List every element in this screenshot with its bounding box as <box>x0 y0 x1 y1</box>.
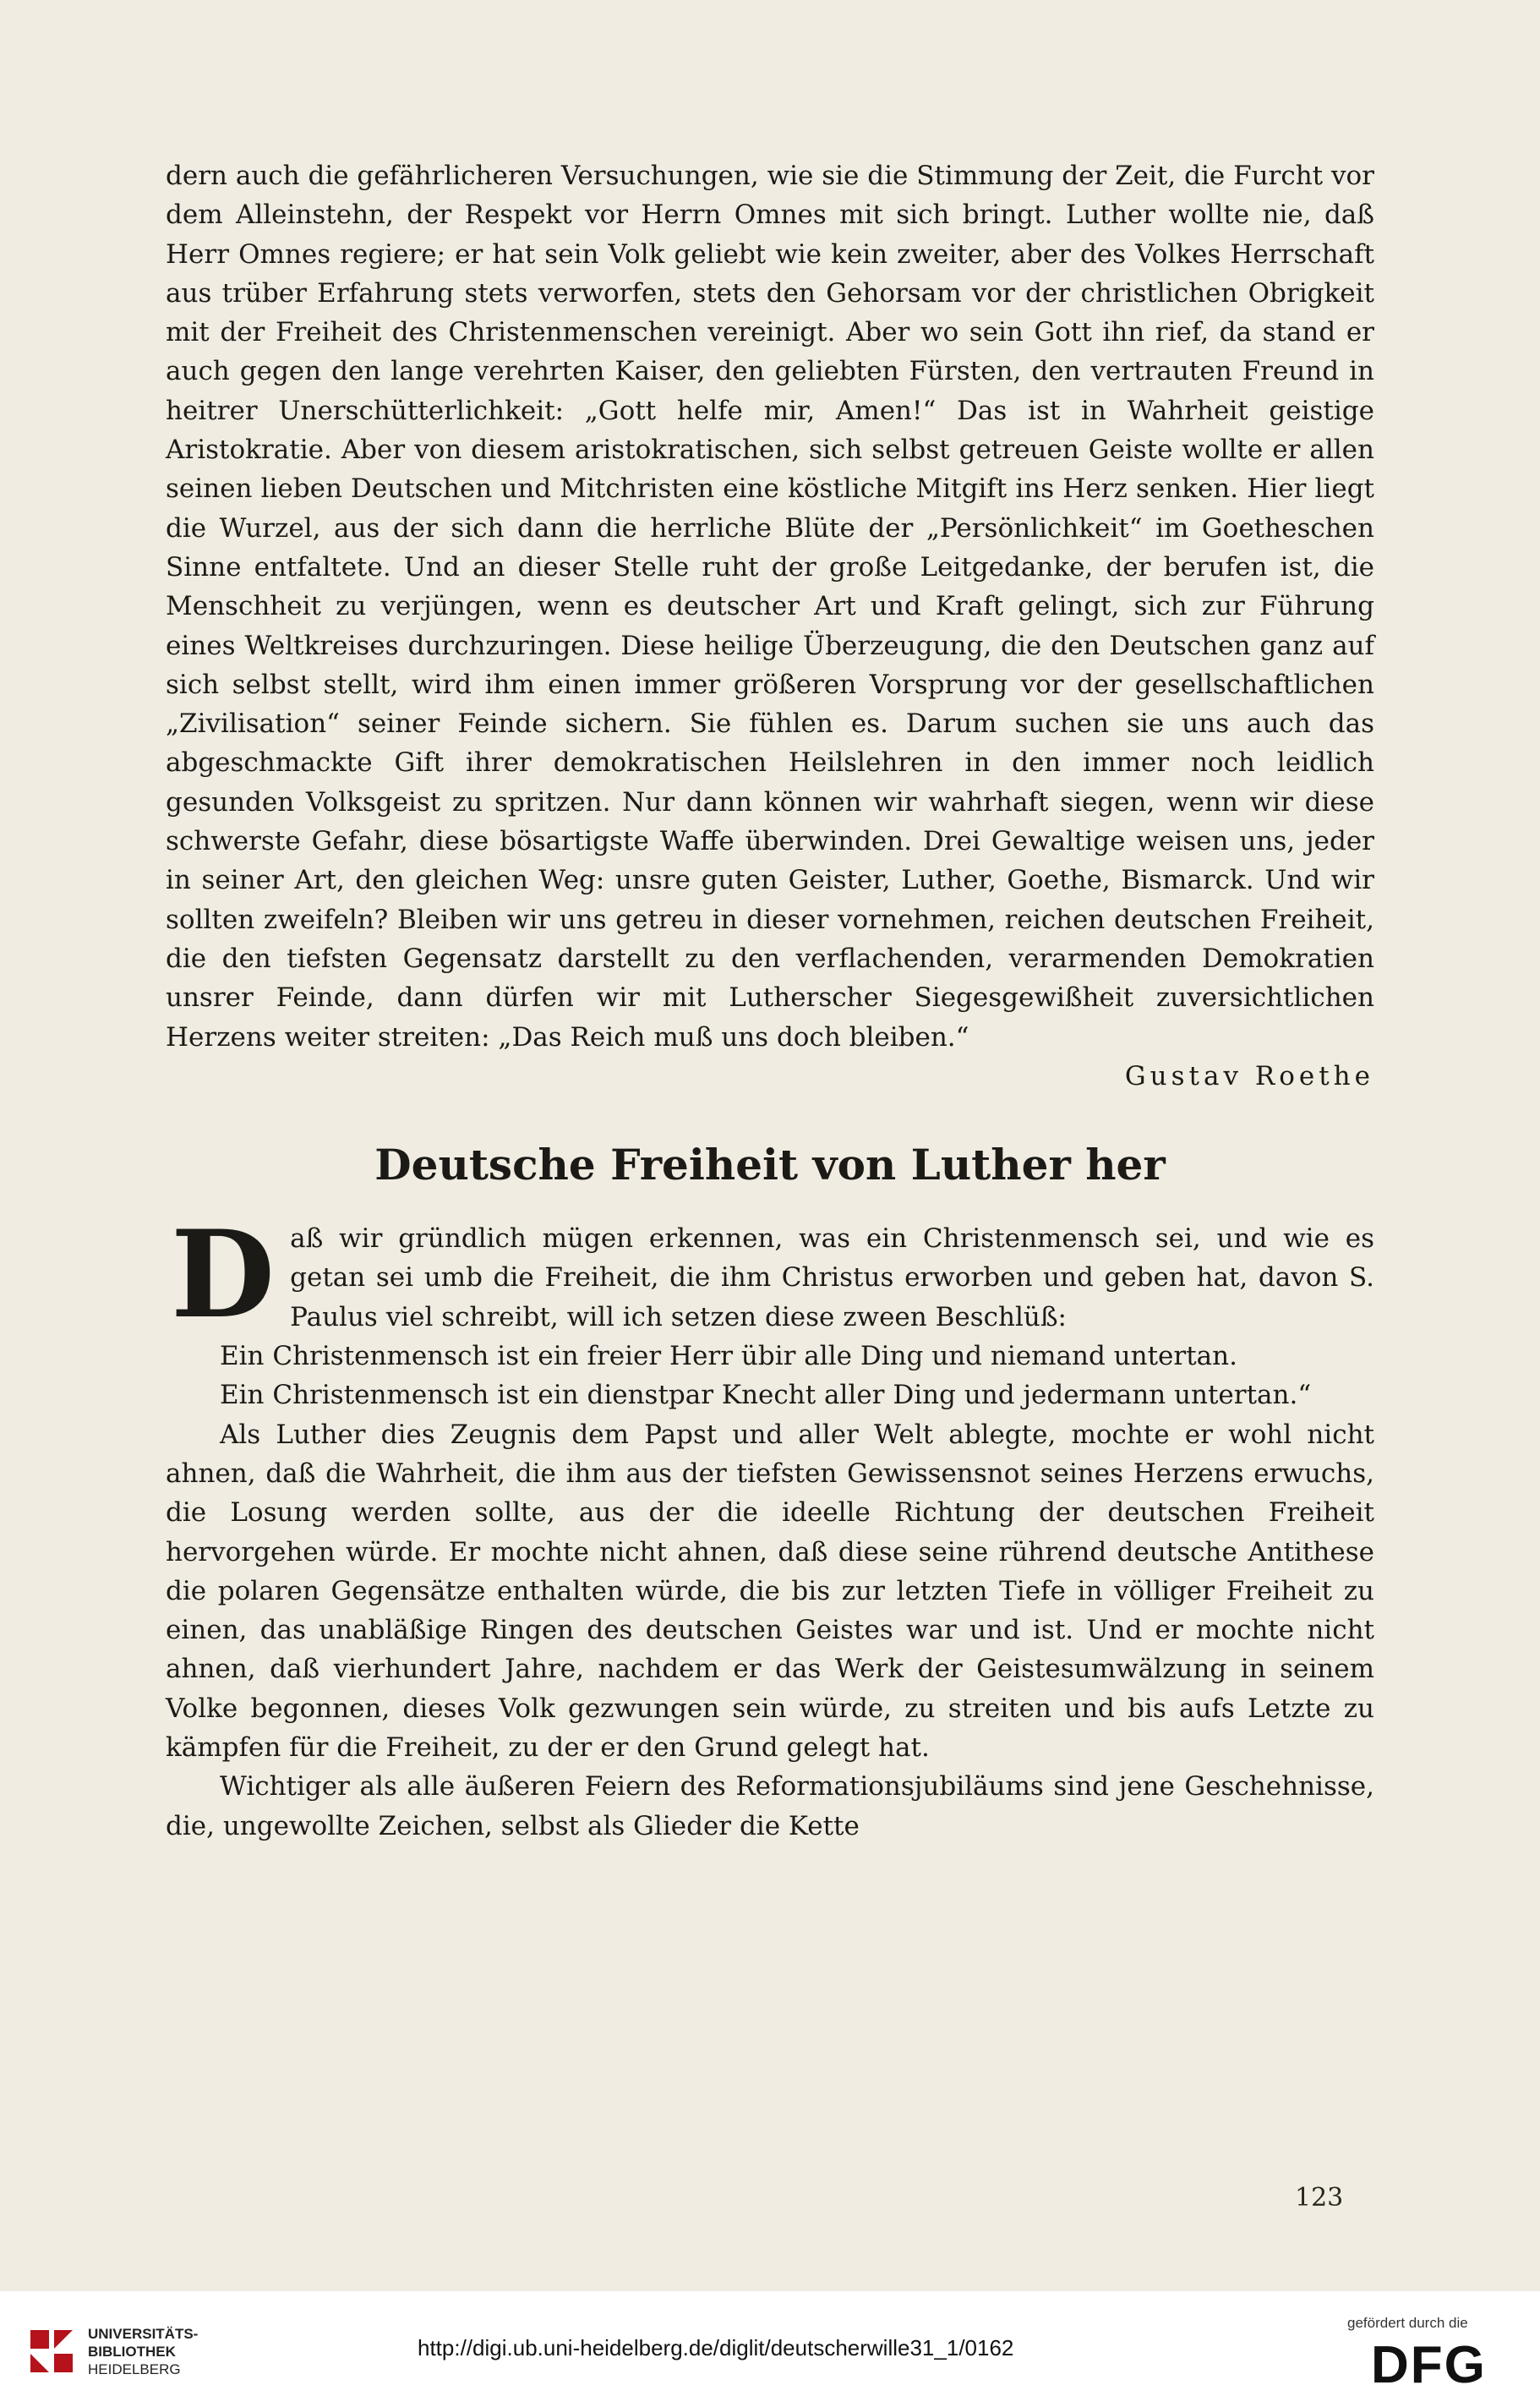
viewer-footer <box>0 2291 1540 2407</box>
author-signature: Gustav Roethe <box>1124 1060 1374 1091</box>
opening-text: aß wir gründlich mügen erkennen, was ein Christenmensch sei, und wie es getan sei umb die Freiheit, die ihm Christus erworben und geben hat, davon S. Paulus viel schreibt, will ich setzen diese zween Beschlüß: <box>290 1223 1374 1332</box>
body-paragraph: Wichtiger als alle äußeren Feiern des Reformationsjubiläums sind jene Geschehnisse, die, ungewollte Zeichen, selbst als Glieder die Kette <box>166 1771 1374 1841</box>
permalink-url[interactable]: http://digi.ub.uni-heidelberg.de/diglit/deutscherwille31_1/0162 <box>418 2335 1014 2361</box>
page-number: 123 <box>1295 2183 1344 2213</box>
library-name-line: BIBLIOTHEK <box>88 2344 176 2360</box>
body-paragraph <box>166 1205 1374 1346</box>
quote-line: Ein Christenmensch ist ein freier Herr übir alle Ding und niemand untertan. <box>220 1341 1237 1372</box>
library-name <box>88 2325 198 2378</box>
library-name-line: UNIVERSITÄTS- <box>88 2326 199 2342</box>
body-paragraph: dern auch die gefährlicheren Versuchungen, wie sie die Stimmung der Zeit, die Furcht vor dem Alleinstehn, der Respekt vor Herrn Omnes mit sich bringt. Luther wollte nie, daß Herr Omnes regiere; er hat sein Volk geliebt wie kein zweiter, aber des Volkes Herrschaft aus trüber Erfahrung stets verworfen, stets den Gehorsam vor der christlichen Obrigkeit mit der Freiheit des Christenmenschen vereinigt. Aber wo sein Gott ihn rief, da stand er auch gegen den lange verehrten Kaiser, den geliebten Fürsten, den vertrauten Freund in heitrer Unerschütterlichkeit: „Gott helfe mir, Amen!“ Das ist in Wahrheit geistige Aristokratie. Aber von diesem aristokratischen, sich selbst getreuen Geiste wollte er allen seinen lieben Deutschen und Mitchristen eine köstliche Mitgift ins Herz senken. Hier liegt die Wurzel, aus der sich dann die herrliche Blüte der „Persönlichkeit“ im Goetheschen Sinne entfaltete. Und an dieser Stelle ruht der große Leitgedanke, der berufen ist, die Menschheit zu verjüngen, wenn es deutscher Art und Kraft gelingt, sich zur Führung eines Weltkreises durchzuringen. Diese heilige Überzeugung, die den Deutschen ganz auf sich selbst stellt, wird ihm einen immer größeren Vorsprung vor der gesellschaftlichen „Zivilisation“ seiner Feinde sichern. Sie fühlen es. Darum suchen sie uns auch das abgeschmackte Gift ihrer demokratischen Heilslehren in den immer noch leidlich gesunden Volksgeist zu spritzen. Nur dann können wir wahrhaft siegen, wenn wir diese schwerste Gefahr, diese bösartigste Waffe überwinden. Drei Gewaltige weisen uns, jeder in seiner Art, den gleichen Weg: unsre guten Geister, Luther, Goethe, Bismarck. Und wir sollten zweifeln? Bleiben wir uns getreu in dieser vornehmen, reichen deutschen Freiheit, die den tiefsten Gegensatz darstellt zu den verflachenden, verarmenden Demokratien unsrer Feinde, dann dürfen wir mit Lutherscher Siegesgewißheit zuversichtlichen Herzens weiter streiten: „Das Reich muß uns doch bleiben.“ <box>166 161 1374 1053</box>
section-heading: Deutsche Freiheit von Luther her <box>374 1140 1166 1190</box>
quote-line: Ein Christenmensch ist ein dienstpar Knecht aller Ding und jedermann untertan.“ <box>220 1380 1312 1411</box>
university-library-logo-icon <box>24 2323 79 2379</box>
page-body <box>166 156 1374 1846</box>
drop-cap-initial: D <box>171 1205 276 1346</box>
dfg-logo-icon: DFG <box>1371 2336 1487 2394</box>
funded-by-label: gefördert durch die <box>1347 2315 1468 2331</box>
library-name-line: HEIDELBERG <box>88 2361 181 2377</box>
body-paragraph: Als Luther dies Zeugnis dem Papst und aller Welt ablegte, mochte er wohl nicht ahnen, daß die Wahrheit, die ihm aus der tiefsten Gewissensnot seines Herzens erwuchs, die Losung werden sollte, aus der die ideelle Richtung der deutschen Freiheit hervorgehen würde. Er mochte nicht ahnen, daß diese seine rührend deutsche Antithese die polaren Gegensätze enthalten würde, die bis zur letzten Tiefe in völliger Freiheit zu einen, das unabläßige Ringen des deutschen Geistes war und ist. Und er mochte nicht ahnen, daß vierhundert Jahre, nachdem er das Werk der Geistesumwälzung in seinem Volke begonnen, dieses Volk gezwungen sein würde, zu streiten und bis aufs Letzte zu kämpfen für die Freiheit, zu der er den Grund gelegt hat. <box>166 1419 1374 1763</box>
